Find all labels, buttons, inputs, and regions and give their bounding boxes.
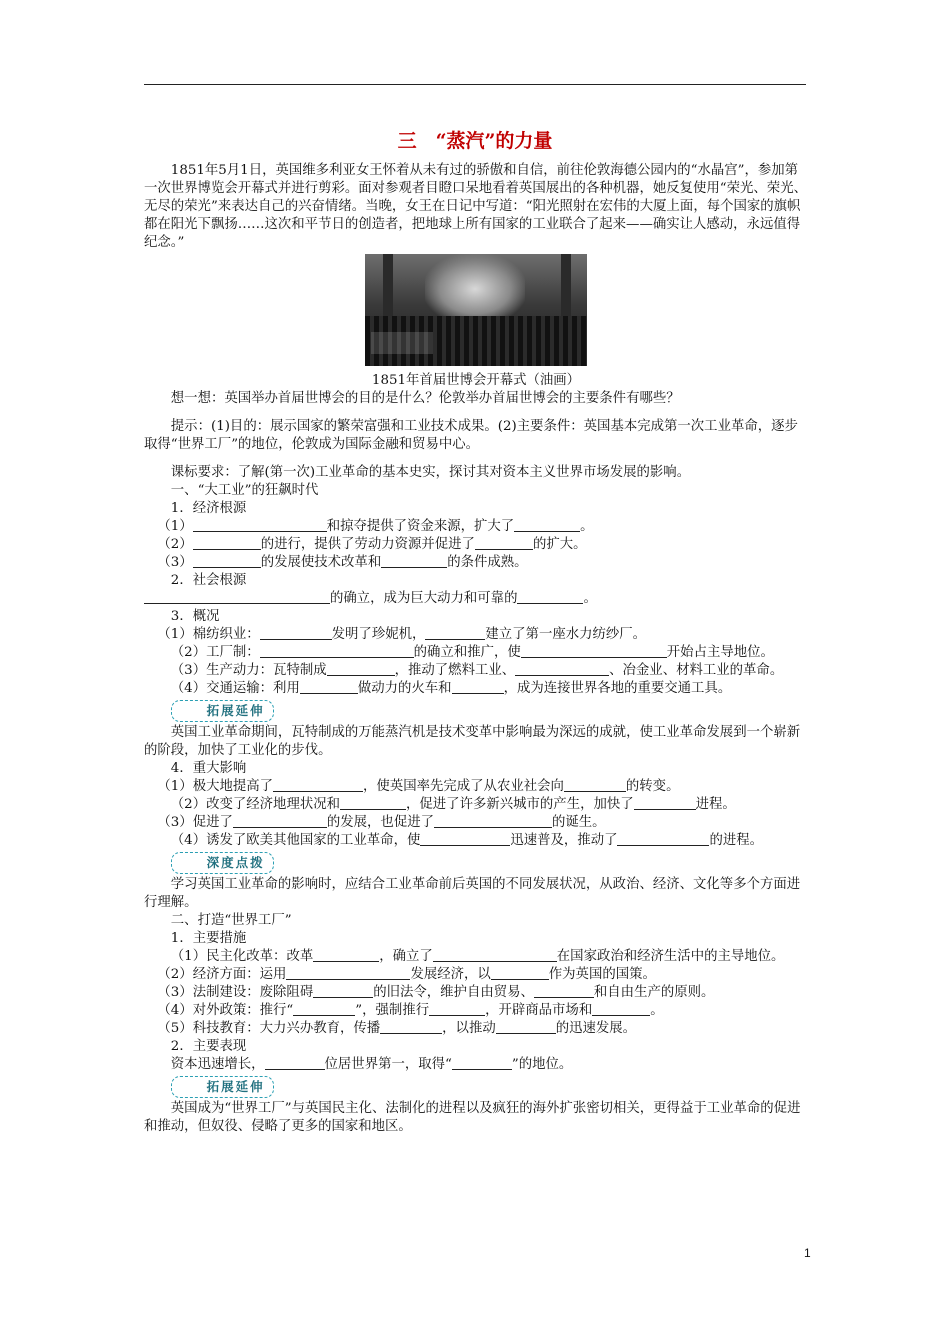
think-question: 想一想：英国举办首届世博会的目的是什么？伦敦举办首届世博会的主要条件有哪些？ (170, 391, 680, 406)
answer-blank[interactable] (433, 948, 557, 962)
extension-badge: 拓展延伸 (171, 700, 274, 722)
answer-blank[interactable] (475, 536, 533, 550)
answer-blank[interactable] (420, 832, 510, 846)
answer-blank[interactable] (313, 948, 379, 962)
fill-item: （3）法制建设：废除阻碍 的旧法令，维护自由贸易、 和自由生产的原则。 (157, 985, 715, 1000)
subheading-economic-roots: 1．经济根源 (170, 501, 247, 516)
answer-blank[interactable] (300, 680, 358, 694)
fill-item: （1）民主化改革：改革 ，确立了 在国家政治和经济生活中的主导地位。 (170, 949, 785, 964)
fill-item: （4）对外政策：推行“ ”，强制推行 ，开辟商品市场和 。 (157, 1003, 664, 1018)
answer-blank[interactable] (265, 1056, 325, 1070)
subheading-performance: 2．主要表现 (170, 1039, 247, 1054)
answer-blank[interactable] (534, 984, 594, 998)
answer-blank[interactable] (634, 796, 696, 810)
page-title: 三 “蒸汽”的力量 (397, 130, 553, 152)
answer-blank[interactable] (564, 778, 626, 792)
subheading-impact: 4．重大影响 (170, 761, 247, 776)
fill-item: （5）科技教育：大力兴办教育，传播 ，以推动 的迅速发展。 (157, 1021, 637, 1036)
answer-blank[interactable] (517, 590, 583, 604)
answer-blank[interactable] (193, 536, 261, 550)
fill-item: （2）经济方面：运用 发展经济，以 作为英国的国策。 (157, 967, 656, 982)
answer-blank[interactable] (514, 518, 580, 532)
answer-blank[interactable] (452, 1056, 512, 1070)
answer-blank[interactable] (327, 662, 395, 676)
fill-item: （1）棉纺织业： 发明了珍妮机， 建立了第一座水力纺纱厂。 (157, 627, 647, 642)
fill-item: 的确立，成为巨大动力和可靠的 。 (144, 590, 808, 608)
answer-blank[interactable] (429, 1002, 485, 1016)
fill-item: （2）工厂制： 的确立和推广，使 开始占主导地位。 (170, 645, 774, 660)
answer-blank[interactable] (273, 778, 363, 792)
answer-blank[interactable] (521, 644, 667, 658)
hint-paragraph: 提示：(1)目的：展示国家的繁荣富强和工业技术成果。(2)主要条件：英国基本完成第一次工业革命，逐步取得“世界工厂”的地位，伦敦成为国际金融和贸易中心。 (144, 419, 798, 452)
fill-item: （4）诱发了欧美其他国家的工业革命，使 迅速普及，推动了 的进程。 (170, 833, 764, 848)
answer-blank[interactable] (425, 626, 485, 640)
intro-paragraph: 1851年5月1日，英国维多利亚女王怀着从未有过的骄傲和自信，前往伦敦海德公园内的“水晶宫”，参加第一次世界博览会开幕式并进行剪彩。面对参观者目瞪口呆地看着英国展出的各种机器，她反复使用“荣光、荣光、无尽的荣光”来表达自己的兴奋情绪。当晚，女王在日记中写道：“阳光照射在宏伟的大厦上面，每个国家的旗帜都在阳光下飘扬……这次和平节日的创造者，把地球上所有国家的工业联合了起来——确实让人感动，永远值得纪念。” (144, 163, 807, 250)
subheading-measures: 1．主要措施 (170, 931, 247, 946)
oil-painting-image (365, 254, 587, 366)
section-heading-2: 二、打造“世界工厂” (170, 913, 292, 928)
fill-item: （1） 和掠夺提供了资金来源，扩大了 。 (157, 519, 594, 534)
figure-caption: 1851年首届世博会开幕式（油画） (371, 373, 581, 388)
answer-blank[interactable] (233, 814, 327, 828)
answer-blank[interactable] (515, 662, 609, 676)
answer-blank[interactable] (381, 554, 447, 568)
page-number: 1 (804, 1246, 811, 1260)
subheading-social-roots: 2．社会根源 (170, 573, 247, 588)
section-heading-1: 一、“大工业”的狂飙时代 (170, 483, 319, 498)
header-rule (144, 84, 806, 85)
extension-paragraph: 英国工业革命期间，瓦特制成的万能蒸汽机是技术变革中影响最为深远的成就，使工业革命发展到一个崭新的阶段，加快了工业化的步伐。 (144, 725, 801, 758)
figure (144, 254, 808, 372)
answer-blank[interactable] (193, 554, 261, 568)
fill-item: （4）交通运输：利用 做动力的火车和 ，成为连接世界各地的重要交通工具。 (170, 681, 732, 696)
answer-blank[interactable] (260, 644, 414, 658)
answer-blank[interactable] (617, 832, 709, 846)
deep-tip-badge: 深度点拨 (171, 852, 274, 874)
answer-blank[interactable] (434, 814, 552, 828)
deep-tip-paragraph: 学习英国工业革命的影响时，应结合工业革命前后英国的不同发展状况，从政治、经济、文化等多个方面进行理解。 (144, 877, 801, 910)
fill-item: （1）极大地提高了 ，使英国率先完成了从农业社会向 的转变。 (157, 779, 680, 794)
answer-blank[interactable] (380, 1020, 442, 1034)
answer-blank[interactable] (286, 966, 410, 980)
subheading-overview: 3．概况 (170, 609, 220, 624)
answer-blank[interactable] (592, 1002, 650, 1016)
answer-blank[interactable] (293, 1002, 355, 1016)
answer-blank[interactable] (144, 590, 330, 604)
answer-blank[interactable] (491, 966, 549, 980)
answer-blank[interactable] (452, 680, 504, 694)
answer-blank[interactable] (313, 984, 373, 998)
answer-blank[interactable] (260, 626, 332, 640)
fill-item: （2） 的进行，提供了劳动力资源并促进了 的扩大。 (157, 537, 587, 552)
fill-item: （3）促进了 的发展，也促进了 的诞生。 (157, 815, 606, 830)
fill-item: （3） 的发展使技术改革和 的条件成熟。 (157, 555, 528, 570)
answer-blank[interactable] (193, 518, 327, 532)
fill-item: （3）生产动力：瓦特制成 ，推动了燃料工业、 、冶金业、材料工业的革命。 (170, 663, 784, 678)
extension-paragraph-2: 英国成为“世界工厂”与英国民主化、法制化的进程以及疯狂的海外扩张密切相关，更得益于工业革命的促进和推动，但奴役、侵略了更多的国家和地区。 (144, 1101, 801, 1134)
fill-item: 资本迅速增长， 位居世界第一，取得“ ”的地位。 (170, 1057, 573, 1072)
answer-blank[interactable] (496, 1020, 556, 1034)
extension-badge-2: 拓展延伸 (171, 1076, 274, 1098)
answer-blank[interactable] (340, 796, 406, 810)
document-body (144, 162, 808, 1136)
fill-item: （2）改变了经济地理状况和 ，促进了许多新兴城市的产生，加快了 进程。 (170, 797, 736, 812)
curriculum-standard: 课标要求：了解(第一次)工业革命的基本史实，探讨其对资本主义世界市场发展的影响。 (170, 465, 691, 480)
